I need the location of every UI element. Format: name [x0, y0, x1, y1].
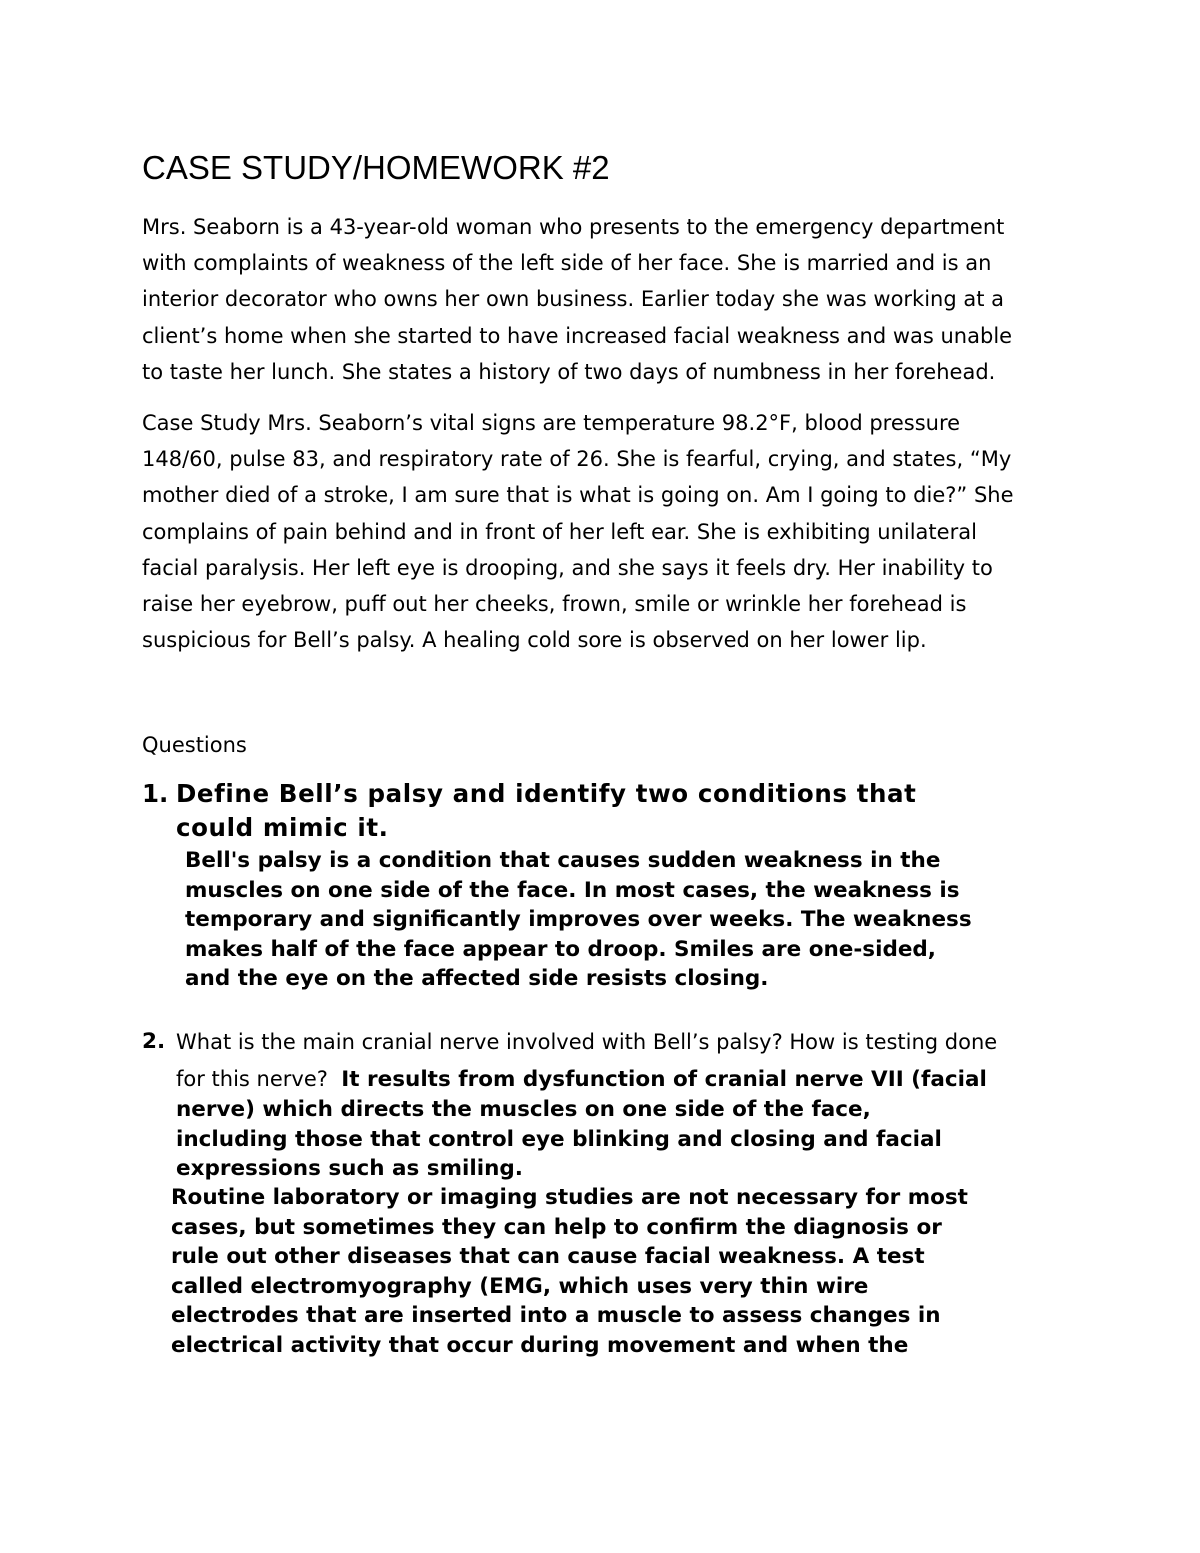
vitals-line: complains of pain behind and in front of her left ear. She is exhibiting unilateral — [142, 519, 977, 544]
questions-heading: Questions — [142, 733, 247, 757]
intro-line: to taste her lunch. She states a history of two days of numbness in her forehead. — [142, 359, 996, 384]
intro-line: interior decorator who owns her own business. Earlier today she was working at a — [142, 287, 1005, 312]
vitals-line: 148/60, pulse 83, and respiratory rate of 26. She is fearful, crying, and states, “My — [142, 447, 1012, 472]
question-2-answer-line: cases, but sometimes they can help to confirm the diagnosis or — [171, 1214, 942, 1240]
vitals-paragraph — [142, 405, 1072, 658]
question-1-heading-line: could mimic it. — [176, 813, 389, 842]
question-2-answer-line: nerve) which directs the muscles on one side of the face, — [176, 1097, 871, 1122]
intro-line: client’s home when she started to have increased facial weakness and was unable — [142, 323, 1013, 348]
question-2-answer — [176, 1095, 942, 1184]
document-title: CASE STUDY/HOMEWORK #2 — [142, 149, 610, 186]
question-1-answer — [185, 846, 972, 994]
intro-line: Mrs. Seaborn is a 43-year-old woman who presents to the emergency department — [142, 215, 1005, 239]
question-2-line-2 — [176, 1063, 987, 1095]
question-1-answer-line: makes half of the face appear to droop. Smiles are one-sided, — [185, 936, 936, 962]
question-1-answer-line: Bell's palsy is a condition that causes sudden weakness in the — [185, 848, 941, 873]
intro-paragraph — [142, 209, 1072, 390]
question-1-heading — [176, 777, 917, 845]
question-1-heading-line: Define Bell’s palsy and identify two conditions that — [176, 779, 917, 808]
vitals-line: raise her eyebrow, puff out her cheeks, frown, smile or wrinkle her forehead is — [142, 591, 967, 616]
question-2-answer-line: rule out other diseases that can cause facial weakness. A test — [171, 1244, 925, 1269]
question-2-answer-line: electrical activity that occur during movement and when the — [171, 1332, 909, 1358]
question-1-number: 1. — [142, 779, 169, 808]
question-1-answer-line: temporary and significantly improves over weeks. The weakness — [185, 907, 972, 932]
vitals-line: mother died of a stroke, I am sure that is what is going on. Am I going to die?” She — [142, 483, 1014, 508]
question-2-number: 2. — [142, 1029, 166, 1054]
question-2-line-1: What is the main cranial nerve involved with Bell’s palsy? How is testing done — [176, 1030, 998, 1054]
question-2-answer-inline: It results from dysfunction of cranial nerve VII (facial — [341, 1067, 987, 1092]
question-2-text: for this nerve? — [176, 1067, 328, 1091]
intro-line: with complaints of weakness of the left side of her face. She is married and is an — [142, 251, 992, 276]
question-2-answer-line: including those that control eye blinking and closing and facial — [176, 1126, 942, 1152]
question-2-answer-line: called electromyography (EMG, which uses very thin wire — [171, 1273, 869, 1299]
vitals-line: facial paralysis. Her left eye is drooping, and she says it feels dry. Her inability to — [142, 555, 993, 580]
question-2-answer-line: electrodes that are inserted into a muscle to assess changes in — [171, 1303, 941, 1328]
vitals-line: Case Study Mrs. Seaborn’s vital signs are temperature 98.2°F, blood pressure — [142, 411, 961, 435]
question-1-answer-line: muscles on one side of the face. In most cases, the weakness is — [185, 877, 960, 903]
question-2-answer-continued — [171, 1183, 968, 1360]
question-2-answer-line: Routine laboratory or imaging studies are not necessary for most — [171, 1185, 968, 1210]
question-2-answer-line: expressions such as smiling. — [176, 1156, 523, 1181]
question-1-answer-line: and the eye on the affected side resists closing. — [185, 966, 769, 991]
vitals-line: suspicious for Bell’s palsy. A healing cold sore is observed on her lower lip. — [142, 628, 927, 653]
